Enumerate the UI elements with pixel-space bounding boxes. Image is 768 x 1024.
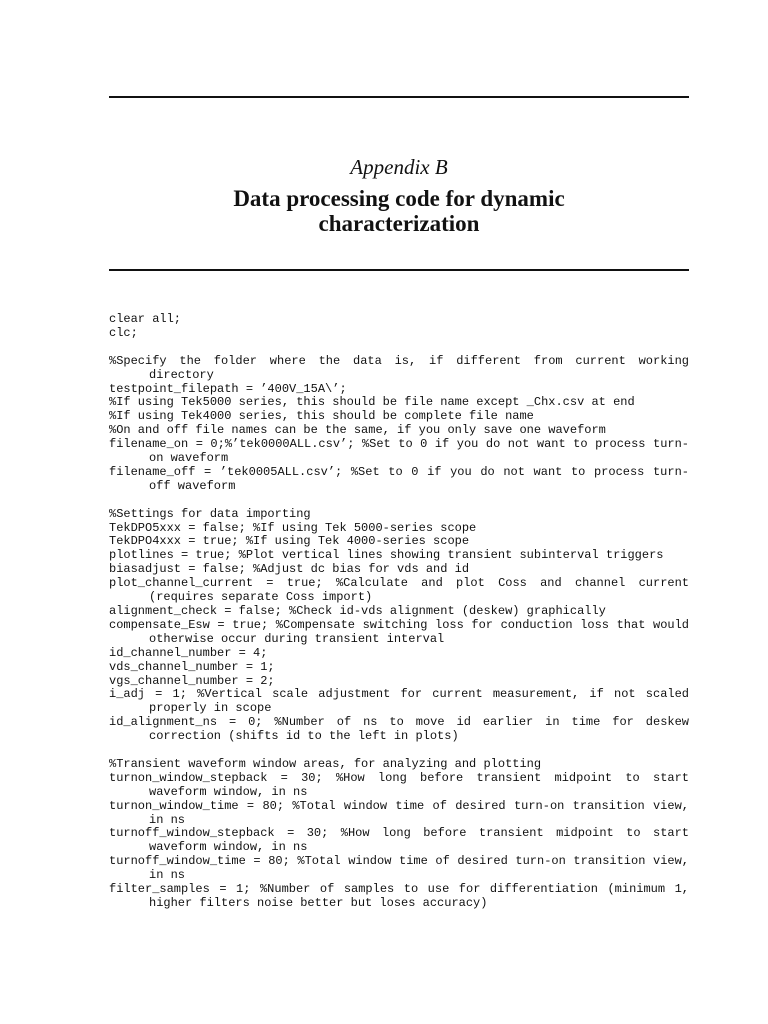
code-line: filename_on = 0;%’tek0000ALL.csv’; %Set to 0 if you do not want to process turn-on waveform — [109, 437, 689, 466]
code-line: compensate_Esw = true; %Compensate switching loss for conduction loss that would otherwise occur during transient interval — [109, 617, 697, 646]
code-line: %Transient waveform window areas, for analyzing and plotting — [109, 756, 542, 771]
chapter-title: Data processing code for dynamic characterization — [233, 186, 565, 236]
top-rule — [109, 96, 689, 98]
code-block — [109, 756, 697, 911]
code-line: clear all; — [109, 312, 182, 326]
blank-line — [109, 341, 689, 355]
code-line: filter_samples = 1; %Number of samples to use for differentiation (minimum 1, higher filters noise better but loses accuracy) — [109, 882, 697, 911]
code-line: %Settings for data importing — [109, 506, 311, 521]
code-line: %Specify the folder where the data is, if different from current working directory — [109, 353, 697, 382]
code-line: vds_channel_number = 1; — [109, 659, 275, 674]
blank-line — [109, 494, 689, 508]
bottom-rule — [109, 269, 689, 271]
code-block — [109, 506, 697, 744]
code-line: plotlines = true; %Plot vertical lines showing transient subinterval triggers — [109, 548, 664, 563]
code-line: TekDPO5xxx = false; %If using Tek 5000-series scope — [109, 520, 477, 535]
code-line: filename_off = ’tek0005ALL.csv’; %Set to 0 if you do not want to process turn-off waveform — [109, 464, 689, 493]
code-line: %On and off file names can be the same, if you only save one waveform — [109, 423, 606, 438]
code-line: clc; — [109, 325, 138, 340]
blank-line — [109, 744, 689, 758]
code-line: id_alignment_ns = 0; %Number of ns to move id earlier in time for deskew correction (shifts id to the left in plots) — [109, 715, 697, 744]
code-line: plot_channel_current = true; %Calculate and plot Coss and channel current (requires separate Coss import) — [109, 576, 697, 605]
code-block — [109, 313, 689, 341]
code-line: TekDPO4xxx = true; %If using Tek 4000-series scope — [109, 534, 470, 549]
code-line: biasadjust = false; %Adjust dc bias for vds and id — [109, 562, 470, 577]
code-line: turnon_window_stepback = 30; %How long before transient midpoint to start waveform window, in ns — [109, 770, 697, 799]
code-line: id_channel_number = 4; — [109, 645, 268, 660]
code-listing — [109, 312, 697, 911]
code-line: turnon_window_time = 80; %Total window time of desired turn-on transition view, in ns — [109, 798, 697, 827]
code-line: testpoint_filepath = ’400V_15A\’; — [109, 381, 347, 396]
appendix-label: Appendix B — [350, 155, 448, 179]
code-line: turnoff_window_time = 80; %Total window time of desired turn-on transition view, in ns — [109, 854, 697, 883]
code-line: turnoff_window_stepback = 30; %How long before transient midpoint to start waveform window, in ns — [109, 826, 697, 855]
code-line: vgs_channel_number = 2; — [109, 673, 275, 688]
code-line: %If using Tek4000 series, this should be complete file name — [109, 409, 534, 424]
code-line: %If using Tek5000 series, this should be file name except _Chx.csv at end — [109, 395, 635, 410]
code-block — [109, 353, 697, 494]
code-line: alignment_check = false; %Check id-vds alignment (deskew) graphically — [109, 604, 606, 618]
code-line: i_adj = 1; %Vertical scale adjustment for current measurement, if not scaled properly in scope — [109, 687, 697, 716]
